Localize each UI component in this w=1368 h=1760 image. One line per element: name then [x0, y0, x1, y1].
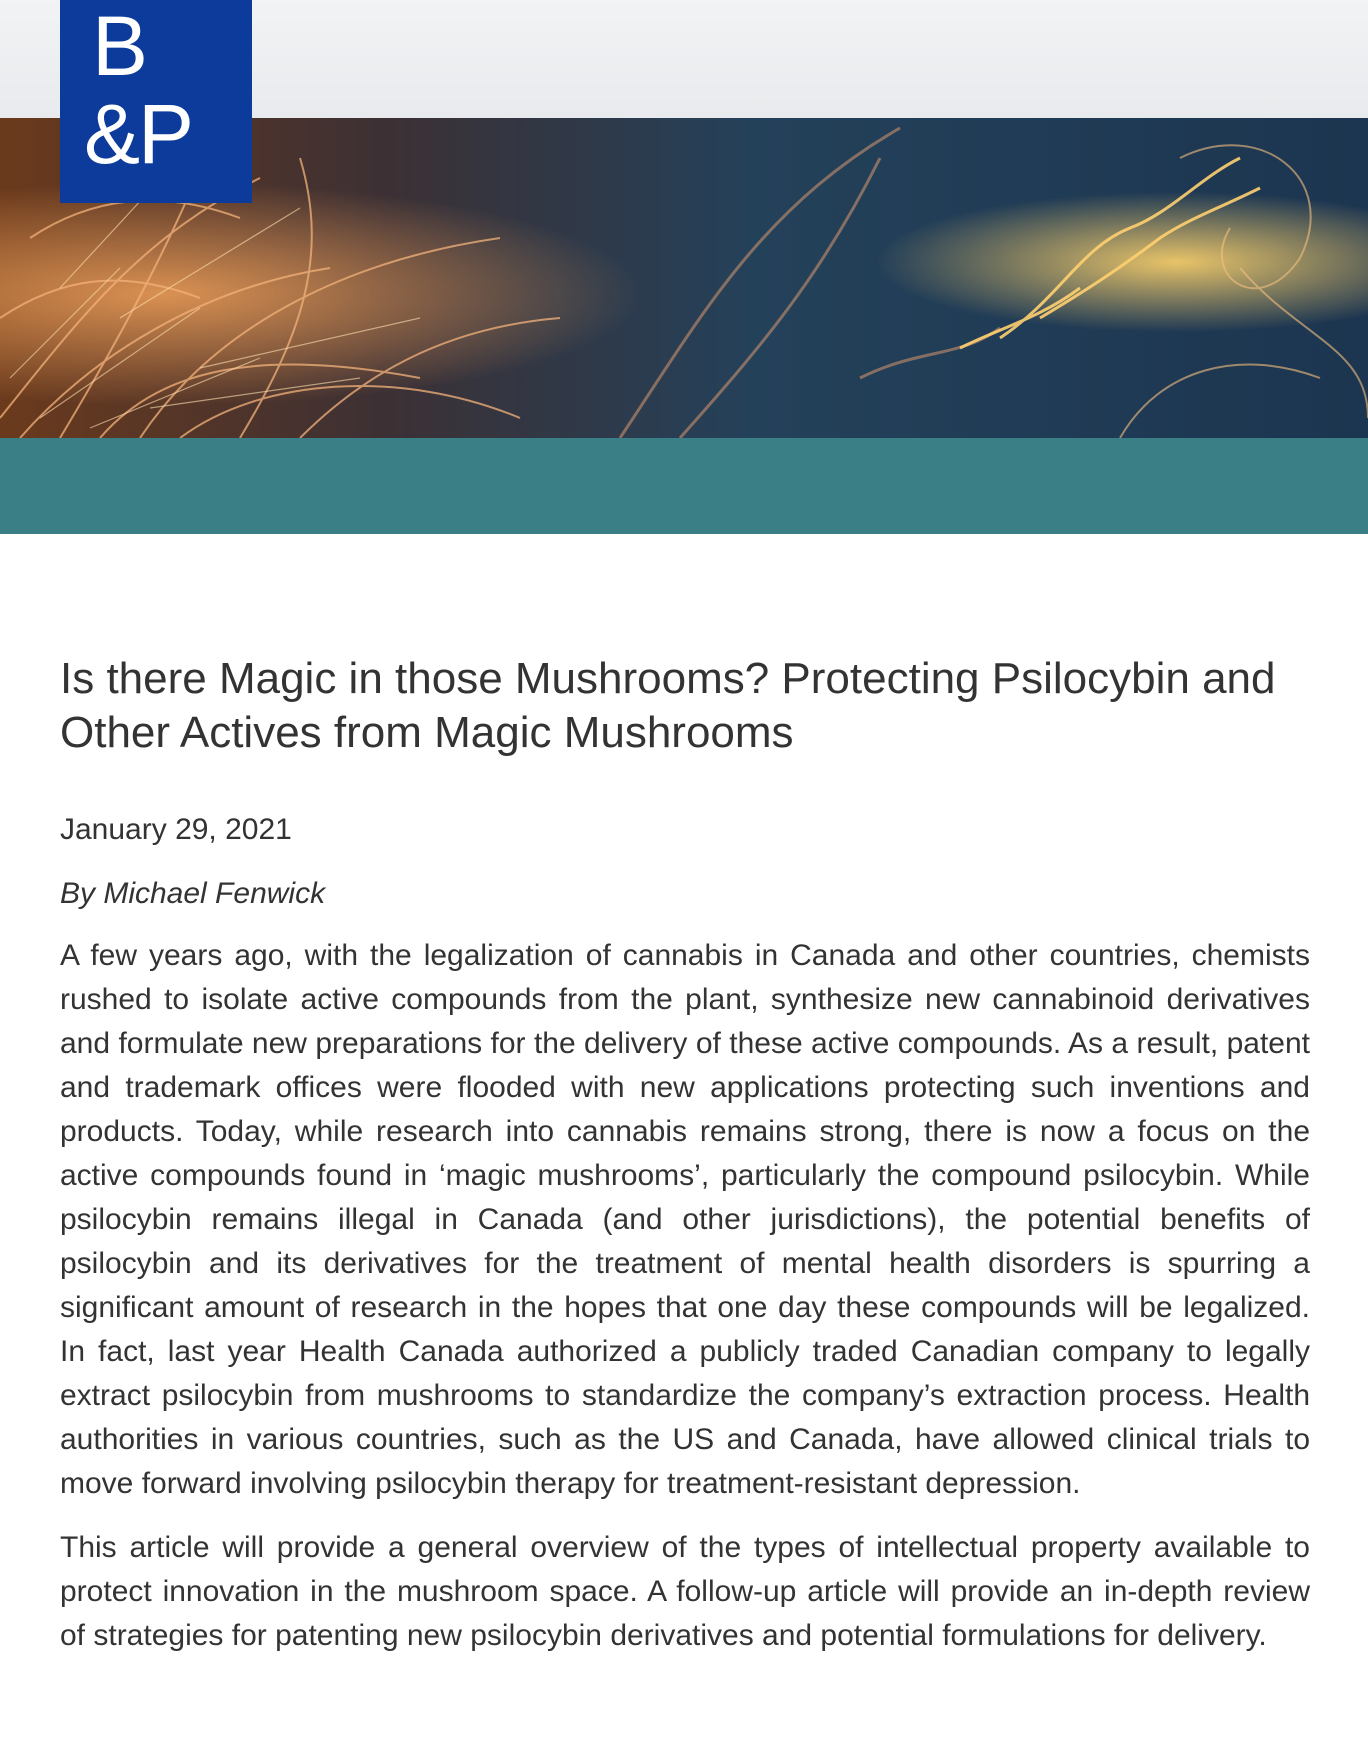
article-body	[60, 652, 1310, 1658]
article-byline: By Michael Fenwick	[60, 877, 326, 910]
article-paragraph-1: A few years ago, with the legalization of cannabis in Canada and other countries, chemists rushed to isolate active compounds from the plant, synthesize new cannabinoid derivatives and formulate new preparations for the delivery of these active compounds. As a result, patent and trademark offices were flooded with new applications protecting such inventions and products. Today, while research into cannabis remains strong, there is now a focus on the active compounds found in ‘magic mushrooms’, particularly the compound psilocybin. While psilocybin remains illegal in Canada (and other jurisdictions), the potential benefits of psilocybin and its derivatives for the treatment of mental health disorders is spurring a significant amount of research in the hopes that one day these compounds will be legalized. In fact, last year Health Canada authorized a publicly traded Canadian company to legally extract psilocybin from mushrooms to standardize the company’s extraction process. Health authorities in various countries, such as the US and Canada, have allowed clinical trials to move forward involving psilocybin therapy for treatment-resistant depression.	[60, 939, 1310, 1500]
logo-line-2: &P	[84, 87, 193, 181]
logo-line-1: B	[92, 0, 149, 93]
article-date: January 29, 2021	[60, 813, 292, 846]
article-paragraph-2: This article will provide a general overview of the types of intellectual property available to protect innovation in the mushroom space. A follow-up article will provide an in-depth review of strategies for patenting new psilocybin derivatives and potential formulations for delivery.	[60, 1531, 1310, 1652]
header-color-band	[0, 438, 1368, 534]
firm-logo[interactable]	[60, 0, 252, 203]
article-title: Is there Magic in those Mushrooms? Protecting Psilocybin and Other Actives from Magic Mushrooms	[60, 654, 1276, 757]
